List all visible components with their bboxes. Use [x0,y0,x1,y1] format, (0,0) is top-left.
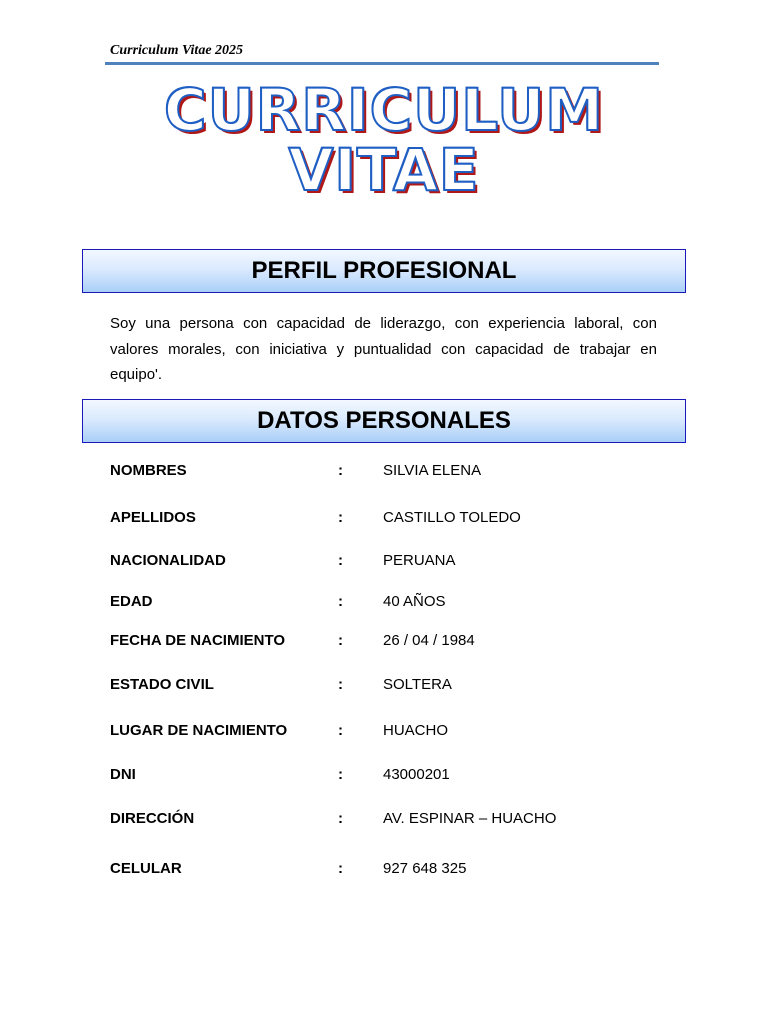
page-title [0,76,768,204]
profile-paragraph: Soy una persona con capacidad de liderazgo, con experiencia laboral, con valores morales, con iniciativa y puntualidad con capacidad de trabajar en equipo'. [110,315,657,383]
field-separator: : [338,593,343,610]
field-value: 927 648 325 [383,860,467,877]
field-separator: : [338,810,343,827]
field-separator: : [338,509,343,526]
section-heading-personal-data: DATOS PERSONALES [82,399,686,443]
field-value: SOLTERA [383,676,452,693]
field-separator: : [338,676,343,693]
running-header: Curriculum Vitae 2025 [110,43,244,58]
field-separator: : [338,632,343,649]
field-value: SILVIA ELENA [383,462,482,479]
field-separator: : [338,552,343,569]
field-value: 40 AÑOS [383,593,446,610]
field-value: PERUANA [383,552,456,569]
field-value: AV. ESPINAR – HUACHO [383,810,557,827]
field-label: NOMBRES [110,462,187,479]
field-label: ESTADO CIVIL [110,676,214,693]
field-separator: : [338,722,343,739]
field-label: EDAD [110,593,153,610]
field-label: DNI [110,766,136,783]
field-separator: : [338,860,343,877]
field-separator: : [338,766,343,783]
field-label: CELULAR [110,860,182,877]
field-separator: : [338,462,343,479]
field-label: NACIONALIDAD [110,552,226,569]
field-value: 26 / 04 / 1984 [383,632,475,649]
field-label: APELLIDOS [110,509,196,526]
field-value: 43000201 [383,766,450,783]
field-label: DIRECCIÓN [110,810,195,827]
field-value: CASTILLO TOLEDO [383,509,521,526]
title-line-2: VITAE [288,136,480,204]
field-value: HUACHO [383,722,449,739]
section-heading-profile: PERFIL PROFESIONAL [82,249,686,293]
field-label: LUGAR DE NACIMIENTO [110,722,288,739]
field-label: FECHA DE NACIMIENTO [110,632,286,649]
title-line-1: CURRICULUM [164,76,604,144]
header-rule [105,62,659,65]
